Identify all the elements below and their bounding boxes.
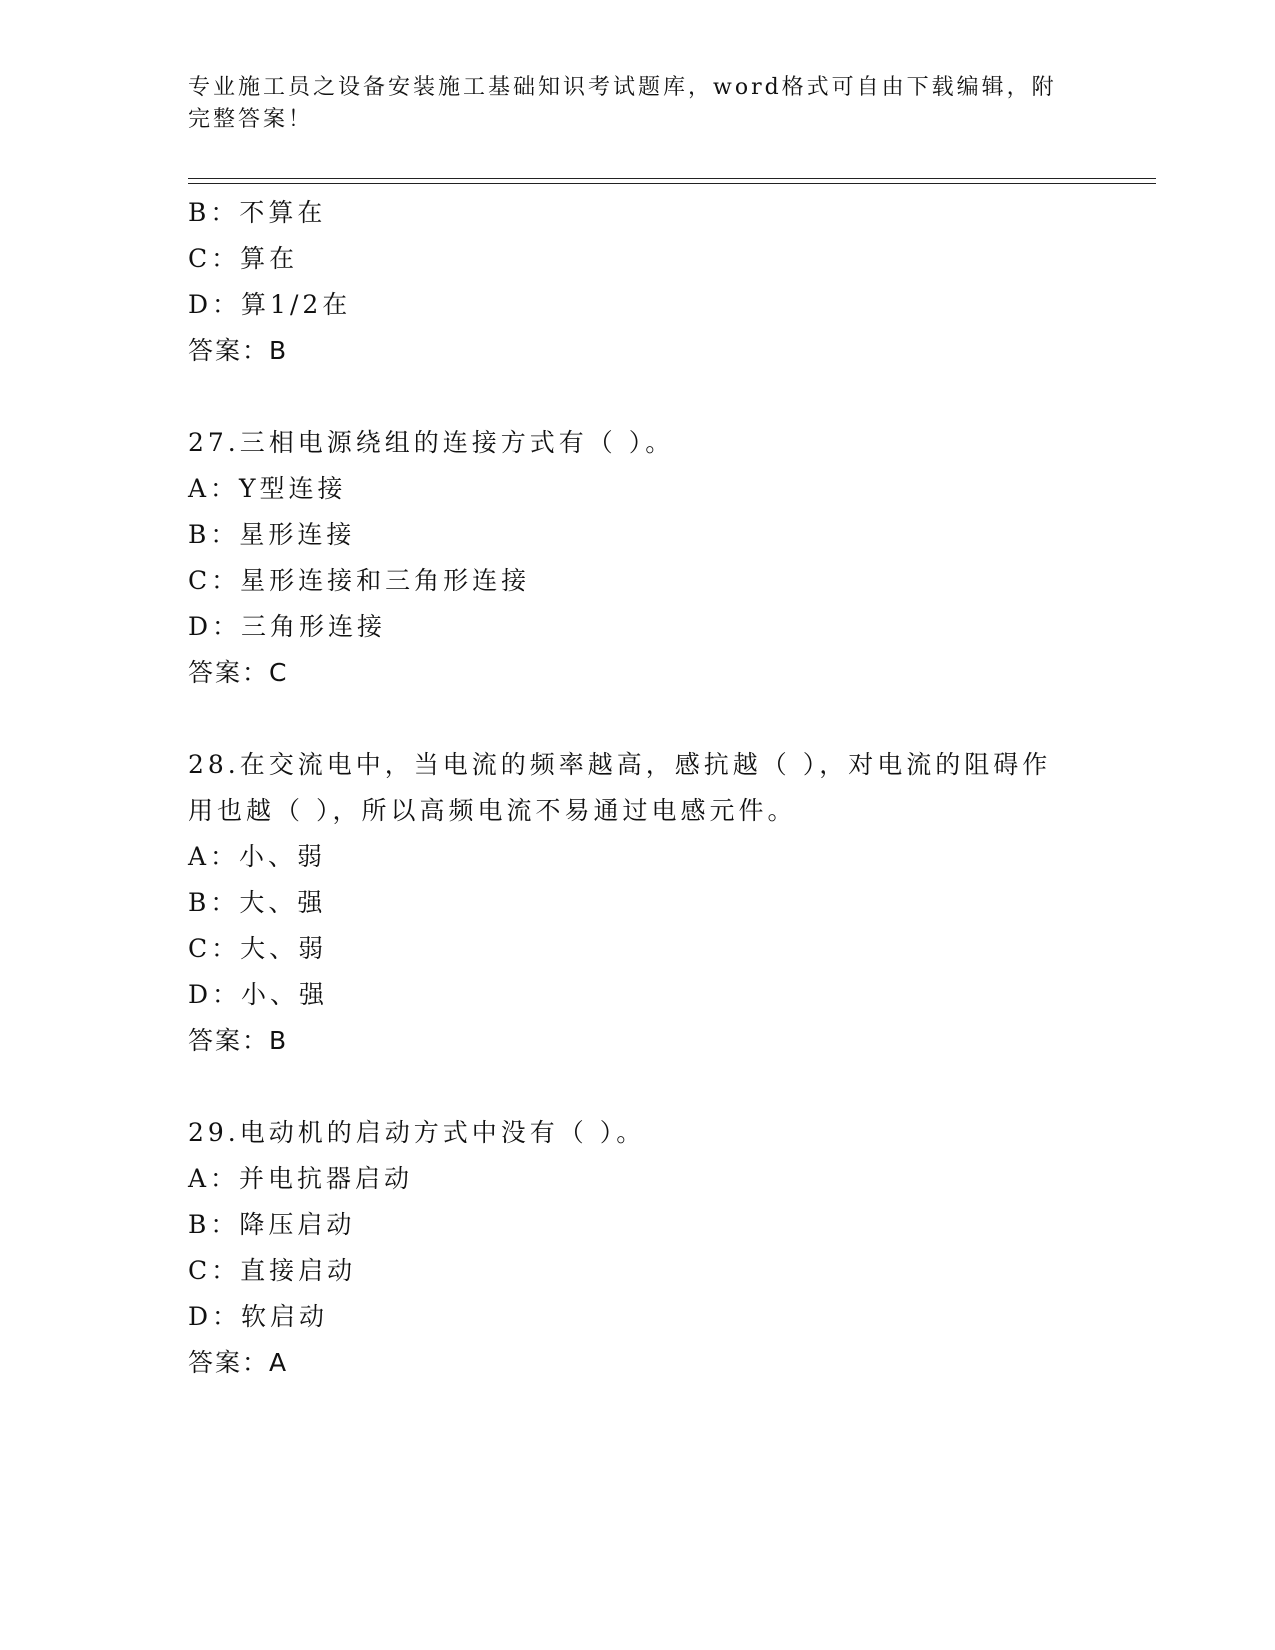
document-header bbox=[188, 72, 1068, 136]
answer-line: 答案：A bbox=[188, 1348, 289, 1377]
question-29 bbox=[188, 1110, 1068, 1386]
option-d: D：小、强 bbox=[188, 980, 329, 1009]
option-d: D：算1/2在 bbox=[188, 290, 352, 319]
spacer bbox=[188, 696, 1068, 742]
option-c: C：算在 bbox=[188, 244, 299, 273]
question-28 bbox=[188, 742, 1068, 1064]
header-rule-bottom bbox=[188, 183, 1156, 184]
option-b: B：不算在 bbox=[188, 198, 327, 227]
header-text: 专业施工员之设备安装施工基础知识考试题库，word格式可自由下载编辑，附完整答案！ bbox=[188, 75, 1057, 132]
header-rule-top bbox=[188, 178, 1156, 179]
question-text: 29.电动机的启动方式中没有（ ）。 bbox=[188, 1118, 646, 1147]
option-c: C：直接启动 bbox=[188, 1256, 357, 1285]
previous-question-tail bbox=[188, 190, 1068, 374]
question-text: 27.三相电源绕组的连接方式有（ ）。 bbox=[188, 428, 675, 457]
option-b: B：星形连接 bbox=[188, 520, 356, 549]
option-b: B：降压启动 bbox=[188, 1210, 356, 1239]
answer-line: 答案：B bbox=[188, 336, 289, 365]
option-a: A：并电抗器启动 bbox=[188, 1164, 414, 1193]
question-27 bbox=[188, 420, 1068, 696]
answer-line: 答案：B bbox=[188, 1026, 289, 1055]
question-list bbox=[188, 190, 1068, 1386]
answer-line: 答案：C bbox=[188, 658, 289, 687]
spacer bbox=[188, 374, 1068, 420]
option-c: C：星形连接和三角形连接 bbox=[188, 566, 531, 595]
option-d: D：软启动 bbox=[188, 1302, 329, 1331]
spacer bbox=[188, 1064, 1068, 1110]
option-c: C：大、弱 bbox=[188, 934, 328, 963]
option-d: D：三角形连接 bbox=[188, 612, 387, 641]
option-b: B：大、强 bbox=[188, 888, 327, 917]
option-a: A：小、弱 bbox=[188, 842, 327, 871]
option-a: A：Y型连接 bbox=[188, 474, 347, 503]
question-text: 28.在交流电中，当电流的频率越高，感抗越（ ），对电流的阻碍作用也越（ ），所以高频电流不易通过电感元件。 bbox=[188, 750, 1052, 825]
